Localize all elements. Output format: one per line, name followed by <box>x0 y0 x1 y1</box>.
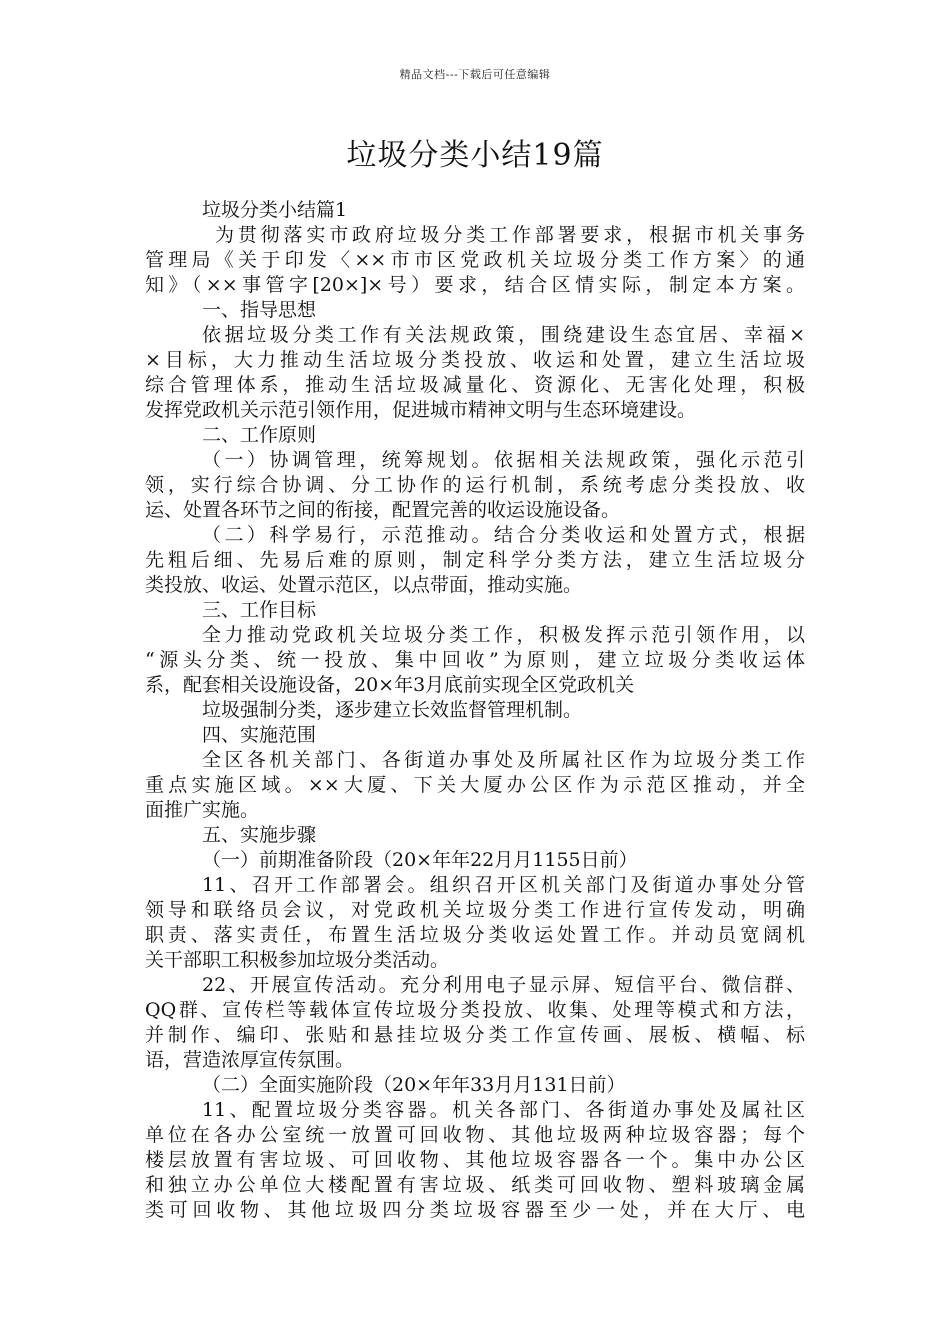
paragraph-line: ×目标，大力推动生活垃圾分类投放、收运和处置，建立生活垃圾 <box>145 349 805 371</box>
paragraph-line: QQ群、宣传栏等载体宣传垃圾分类投放、收集、处理等模式和方法， <box>145 999 805 1021</box>
paragraph-line: 22、开展宣传活动。充分利用电子显示屏、短信平台、微信群、 <box>202 974 805 996</box>
paragraph-line: 类可回收物、其他垃圾四分类垃圾容器至少一处，并在大厅、电 <box>145 1199 805 1221</box>
section-line: 四、实施范围 <box>202 724 317 746</box>
paragraph-line: 全力推动党政机关垃圾分类工作，积极发挥示范引领作用，以 <box>202 624 805 646</box>
section-line: 三、工作目标 <box>202 599 317 621</box>
paragraph-line: 和独立办公单位大楼配置有害垃圾、纸类可回收物、塑料玻璃金属 <box>145 1174 805 1196</box>
paragraph-line: 11、配置垃圾分类容器。机关各部门、各街道办事处及属社区 <box>202 1099 805 1121</box>
paragraph-line: 11、召开工作部署会。组织召开区机关部门及街道办事处分管 <box>202 874 805 896</box>
paragraph-line: 先粗后细、先易后难的原则，制定科学分类方法，建立生活垃圾分 <box>145 549 805 571</box>
paragraph-line: 发挥党政机关示范引领作用，促进城市精神文明与生态环境建设。 <box>145 399 697 421</box>
paragraph-line: 关干部职工积极参加垃圾分类活动。 <box>145 949 450 971</box>
document-body <box>145 198 805 1223</box>
section-line: （一）前期准备阶段（20×年年22月月1155日前） <box>202 849 638 871</box>
paragraph-line: 综合管理体系，推动生活垃圾减量化、资源化、无害化处理，积极 <box>145 374 805 396</box>
paragraph-line: 语，营造浓厚宣传氛围。 <box>145 1049 355 1071</box>
section-line: 垃圾分类小结篇1 <box>202 199 348 221</box>
paragraph-line: “源头分类、统一投放、集中回收”为原则，建立垃圾分类收运体 <box>145 649 805 671</box>
paragraph-line: 管理局《关于印发〈××市市区党政机关垃圾分类工作方案〉的通 <box>145 249 805 271</box>
paragraph-line: 类投放、收运、处置示范区，以点带面，推动实施。 <box>145 574 583 596</box>
paragraph-line: 面推广实施。 <box>145 799 260 821</box>
paragraph-line: 知》（××事管字[20×]×号）要求，结合区情实际，制定本方案。 <box>145 274 805 296</box>
section-line: 五、实施步骤 <box>202 824 317 846</box>
paragraph-line: 职责、落实责任，布置生活垃圾分类收运处置工作。并动员宽阔机 <box>145 924 805 946</box>
section-line: 二、工作原则 <box>202 424 317 446</box>
paragraph-line: 全区各机关部门、各街道办事处及所属社区作为垃圾分类工作 <box>202 749 805 771</box>
paragraph-line: 为贯彻落实市政府垃圾分类工作部署要求，根据市机关事务 <box>215 224 805 246</box>
document-title: 垃圾分类小结19篇 <box>346 138 604 173</box>
paragraph-line: 领，实行综合协调、分工协作的运行机制，系统考虑分类投放、收 <box>145 474 805 496</box>
paragraph-line: 楼层放置有害垃圾、可回收物、其他垃圾容器各一个。集中办公区 <box>145 1149 805 1171</box>
section-line: （二）全面实施阶段（20×年年33月月131日前） <box>202 1074 626 1096</box>
paragraph-line: 重点实施区域。××大厦、下关大厦办公区作为示范区推动，并全 <box>145 774 805 796</box>
paragraph-line: 运、处置各环节之间的衔接，配置完善的收运设施设备。 <box>145 499 621 521</box>
paragraph-line: 领导和联络员会议，对党政机关垃圾分类工作进行宣传发动，明确 <box>145 899 805 921</box>
header-note: 精品文档---下载后可任意编辑 <box>399 68 551 81</box>
paragraph-line: （二）科学易行，示范推动。结合分类收运和处置方式，根据 <box>202 524 805 546</box>
paragraph-line: 单位在各办公室统一放置可回收物、其他垃圾两种垃圾容器；每个 <box>145 1124 805 1146</box>
section-line: 垃圾强制分类，逐步建立长效监督管理机制。 <box>202 699 583 721</box>
paragraph-line: 依据垃圾分类工作有关法规政策，围绕建设生态宜居、幸福× <box>202 324 805 346</box>
paragraph-line: （一）协调管理，统筹规划。依据相关法规政策，强化示范引 <box>202 449 805 471</box>
section-line: 一、指导思想 <box>202 299 317 321</box>
paragraph-line: 并制作、编印、张贴和悬挂垃圾分类工作宣传画、展板、横幅、标 <box>145 1024 805 1046</box>
paragraph-line: 系，配套相关设施设备，20×年3月底前实现全区党政机关 <box>145 674 635 696</box>
